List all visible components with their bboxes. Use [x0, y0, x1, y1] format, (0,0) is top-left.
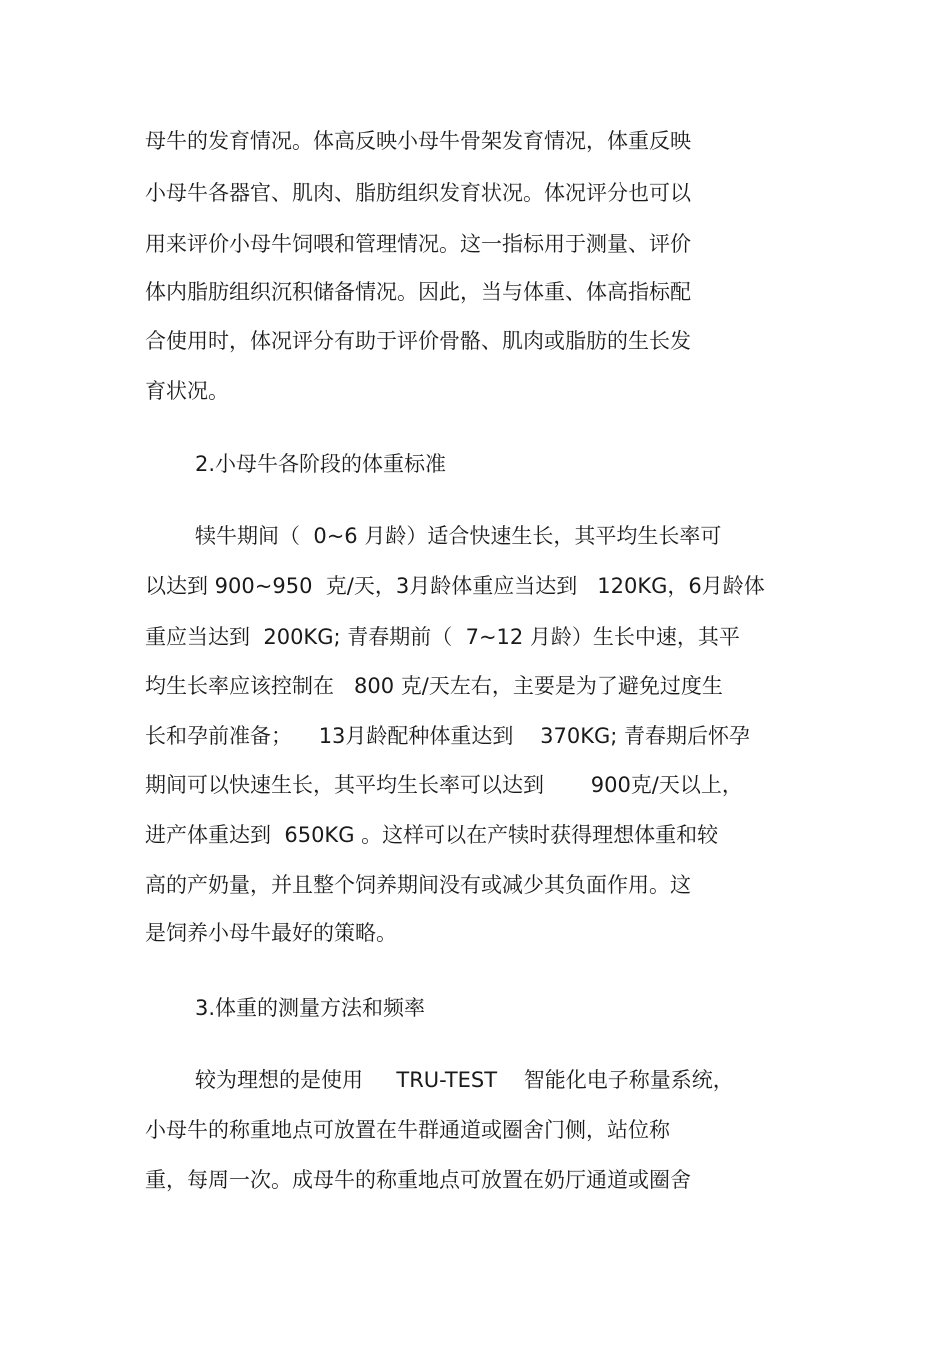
paragraph-2-line-5: 长和孕前准备； 13月龄配种体重达到 370KG; 青春期后怀孕 [145, 724, 750, 748]
section-heading-2: 2.小母牛各阶段的体重标准 [195, 452, 447, 476]
paragraph-3-line-2: 小母牛的称重地点可放置在牛群通道或圈舍门侧，站位称 [145, 1118, 670, 1142]
paragraph-1-line-5: 合使用时，体况评分有助于评价骨骼、肌肉或脂肪的生长发 [145, 329, 691, 353]
paragraph-2-line-6: 期间可以快速生长，其平均生长率可以达到 900克/天以上， [145, 773, 743, 797]
paragraph-2-line-7: 进产体重达到 650KG 。这样可以在产犊时获得理想体重和较 [145, 823, 719, 847]
paragraph-2-line-1: 犊牛期间（ 0~6 月龄）适合快速生长，其平均生长率可 [195, 524, 722, 548]
paragraph-1-line-6: 育状况。 [145, 379, 229, 403]
paragraph-2-line-2: 以达到 900~950 克/天，3月龄体重应当达到 120KG，6月龄体 [145, 574, 765, 598]
paragraph-2-line-3: 重应当达到 200KG; 青春期前（ 7~12 月龄）生长中速，其平 [145, 625, 740, 649]
paragraph-2-line-9: 是饲养小母牛最好的策略。 [145, 921, 397, 945]
paragraph-2-line-4: 均生长率应该控制在 800 克/天左右，主要是为了避免过度生 [145, 674, 723, 698]
paragraph-1-line-2: 小母牛各器官、肌肉、脂肪组织发育状况。体况评分也可以 [145, 181, 691, 205]
section-heading-3: 3.体重的测量方法和频率 [195, 996, 426, 1020]
paragraph-1-line-1: 母牛的发育情况。体高反映小母牛骨架发育情况，体重反映 [145, 129, 691, 153]
paragraph-3-line-3: 重，每周一次。成母牛的称重地点可放置在奶厅通道或圈舍 [145, 1168, 691, 1192]
paragraph-1-line-4: 体内脂肪组织沉积储备情况。因此，当与体重、体高指标配 [145, 280, 691, 304]
paragraph-1-line-3: 用来评价小母牛饲喂和管理情况。这一指标用于测量、评价 [145, 232, 691, 256]
paragraph-2-line-8: 高的产奶量，并且整个饲养期间没有或减少其负面作用。这 [145, 873, 691, 897]
paragraph-3-line-1: 较为理想的是使用 TRU-TEST 智能化电子称量系统， [195, 1068, 734, 1092]
